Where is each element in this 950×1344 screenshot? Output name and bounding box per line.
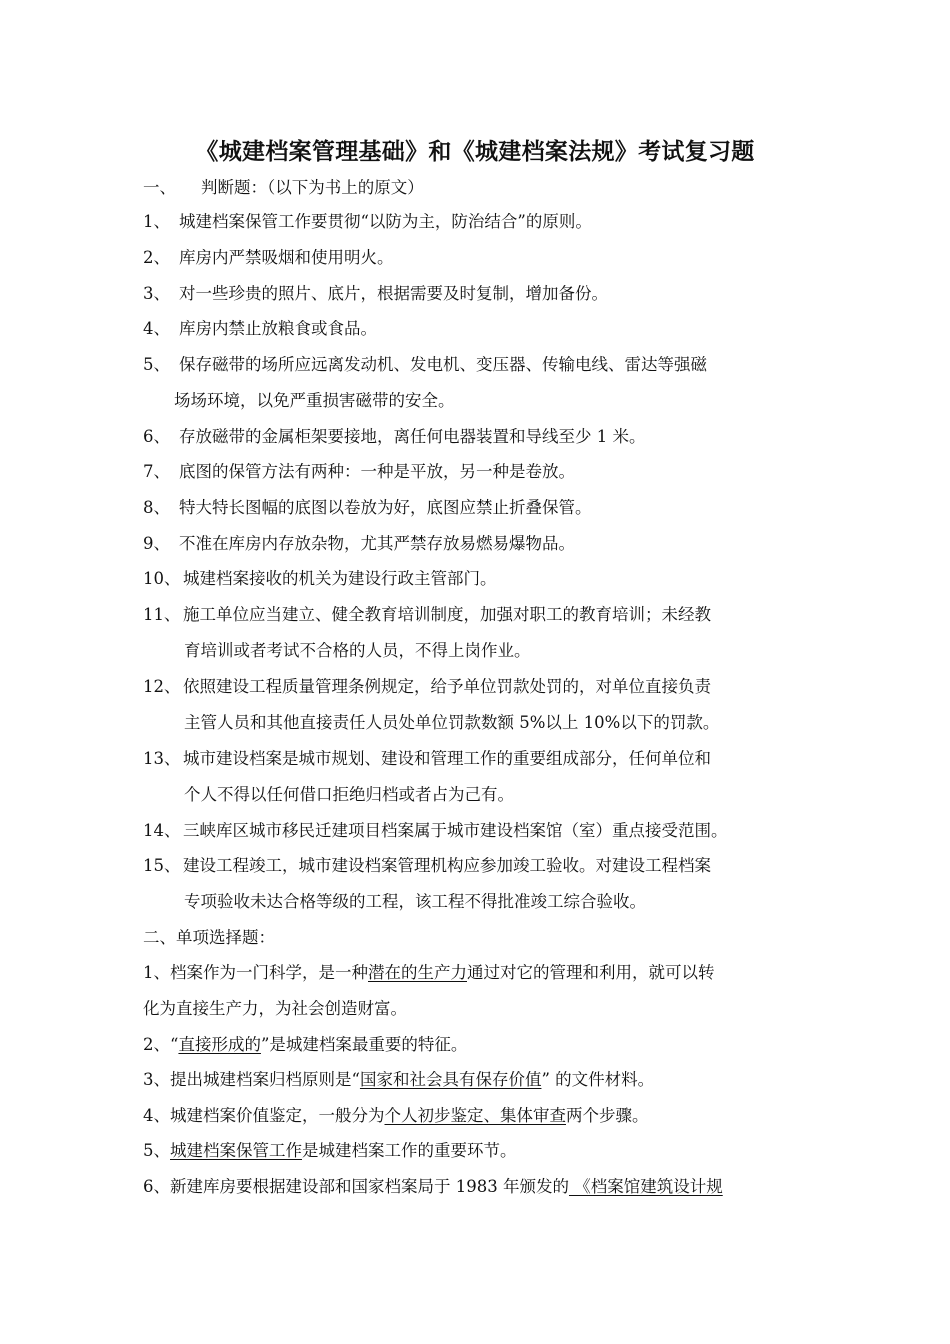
list-item: 2、 库房内严禁吸烟和使用明火。: [143, 248, 394, 267]
list-item: 13、 城市建设档案是城市规划、建设和管理工作的重要组成部分，任何单位和: [143, 749, 711, 768]
list-item: 11、 施工单位应当建立、健全教育培训制度，加强对职工的教育培训；未经教: [143, 605, 711, 624]
answer-underline: 《档案馆建筑设计规: [568, 1177, 723, 1196]
answer-underline: 城建档案保管工作: [170, 1141, 302, 1160]
list-item-continuation: 化为直接生产力，为社会创造财富。: [143, 999, 407, 1018]
list-item: 3、提出城建档案归档原则是“国家和社会具有保存价值” 的文件材料。: [143, 1070, 655, 1089]
list-item-continuation: 场场环境，以免严重损害磁带的安全。: [174, 391, 455, 410]
list-item: 14、 三峡库区城市移民迁建项目档案属于城市建设档案馆（室）重点接受范围。: [143, 821, 728, 840]
section-number: 一、: [143, 178, 176, 197]
list-item: 5、城建档案保管工作是城建档案工作的重要环节。: [143, 1141, 517, 1160]
list-item-continuation: 主管人员和其他直接责任人员处单位罚款数额 5%以上 10%以下的罚款。: [184, 713, 720, 732]
list-item: 8、 特大特长图幅的底图以卷放为好，底图应禁止折叠保管。: [143, 498, 592, 517]
list-item: 3、 对一些珍贵的照片、底片，根据需要及时复制，增加备份。: [143, 284, 608, 303]
section-2-heading: 二、单项选择题：: [143, 928, 275, 947]
list-item: 15、 建设工程竣工，城市建设档案管理机构应参加竣工验收。对建设工程档案: [143, 856, 711, 875]
section-1-heading: [143, 178, 424, 198]
list-item-continuation: 个人不得以任何借口拒绝归档或者占为己有。: [184, 785, 514, 804]
list-item: 9、 不准在库房内存放杂物，尤其严禁存放易燃易爆物品。: [143, 534, 575, 553]
list-item: 6、新建库房要根据建设部和国家档案局于 1983 年颁发的 《档案馆建筑设计规: [143, 1177, 723, 1196]
list-item: 12、 依照建设工程质量管理条例规定，给予单位罚款处罚的，对单位直接负责: [143, 677, 711, 696]
list-item: 1、 城建档案保管工作要贯彻“以防为主，防治结合”的原则。: [143, 212, 592, 231]
list-item: 10、 城建档案接收的机关为建设行政主管部门。: [143, 569, 497, 588]
answer-underline: 潜在的生产力: [368, 963, 467, 982]
answer-underline: 国家和社会具有保存价值: [359, 1070, 542, 1089]
answer-underline: 直接形成的: [178, 1035, 261, 1054]
list-item: 1、档案作为一门科学，是一种潜在的生产力通过对它的管理和利用，就可以转: [143, 963, 715, 982]
section-title: 判断题：（以下为书上的原文）: [201, 178, 424, 197]
document-title: 《城建档案管理基础》和《城建档案法规》考试复习题: [195, 138, 755, 165]
list-item-continuation: 育培训或者考试不合格的人员，不得上岗作业。: [184, 641, 531, 660]
list-item-continuation: 专项验收未达合格等级的工程，该工程不得批准竣工综合验收。: [184, 892, 646, 911]
list-item: 4、 库房内禁止放粮食或食品。: [143, 319, 377, 338]
list-item: 6、 存放磁带的金属柜架要接地，离任何电器装置和导线至少 1 米。: [143, 427, 646, 446]
list-item: 5、 保存磁带的场所应远离发动机、发电机、变压器、传输电线、雷达等强磁: [143, 355, 707, 374]
list-item: 7、 底图的保管方法有两种：一种是平放，另一种是卷放。: [143, 462, 575, 481]
answer-underline: 个人初步鉴定、集体审查: [384, 1106, 566, 1125]
list-item: 2、“直接形成的”是城建档案最重要的特征。: [143, 1035, 468, 1054]
list-item: 4、城建档案价值鉴定，一般分为个人初步鉴定、集体审查两个步骤。: [143, 1106, 649, 1125]
